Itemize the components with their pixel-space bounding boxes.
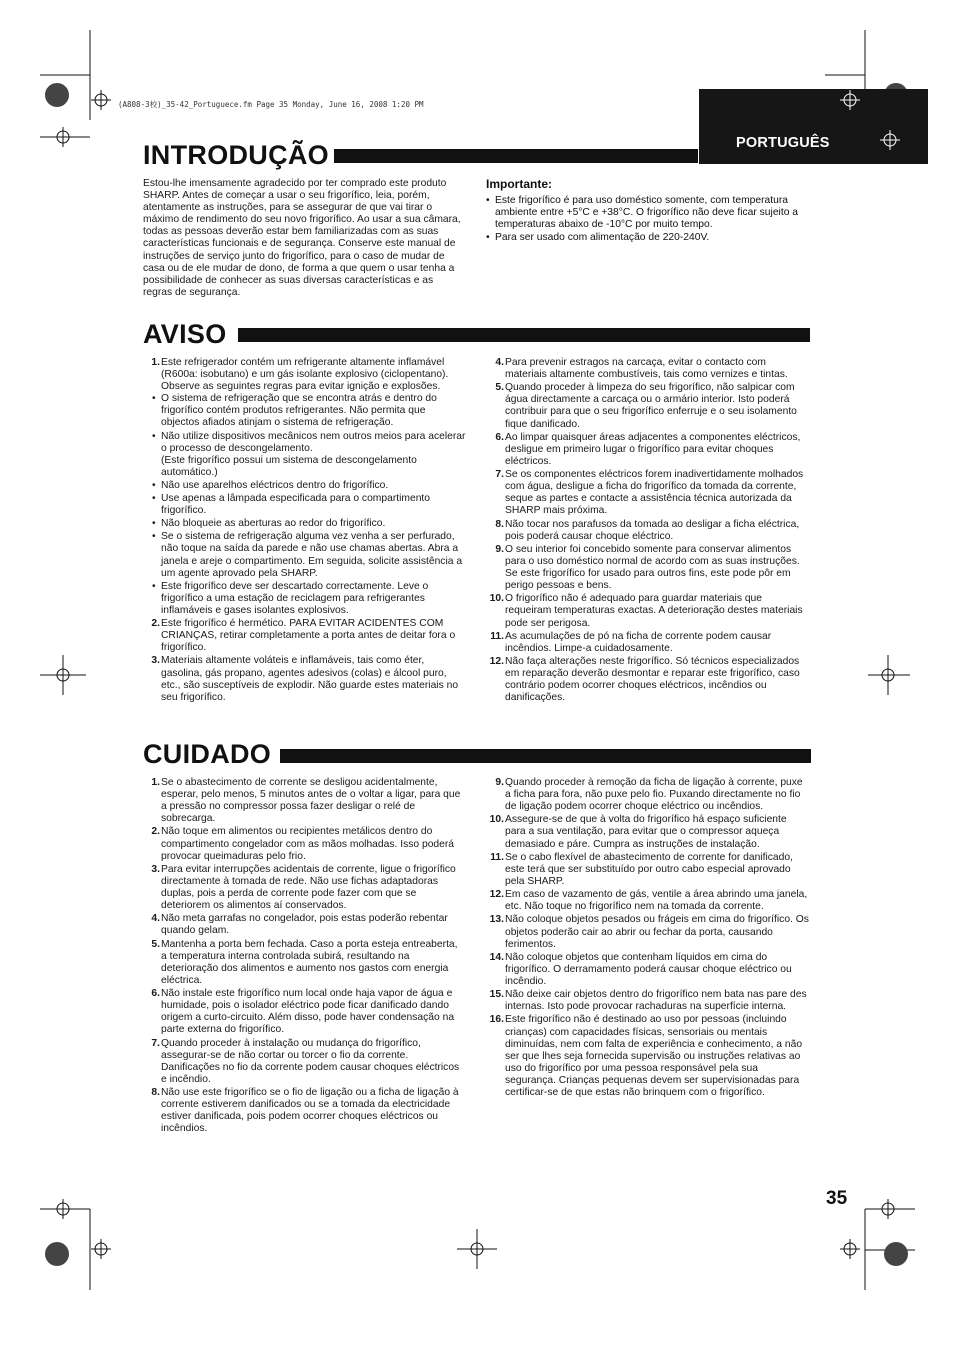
page-number: 35 — [826, 1188, 848, 1209]
intro-title: INTRODUÇÃO — [143, 140, 329, 170]
important-box — [486, 177, 810, 244]
cuidado-title: CUIDADO — [143, 739, 272, 769]
aviso-item-1: 1. Este refrigerador contém um refrigerante altamente inflamável (R600a: isobutano) e um gás isolante explosivo (ciclopentano). Observe as seguintes regras para evitar ignição e explosões. • O sistema de refrigeração que se encontra atrás e dentro do frigorífico contém produtos refrigerantes. Não permita que objectos afiados atinjam o sistema de refrigeração. • Não utilize dispositivos mecânicos nem outros meios para acelerar o processo de descongelamento. (Este frigorífico possui um sistema de descongelamento automático.) • Não use aparelhos eléctricos dentro do frigorífico. • Use apenas a lâmpada especificada para o compartimento frigorífico. • Não bloqueie as aberturas ao redor do frigorífico. • Se o sistema de refrigeração alguma vez venha a ser perfurado, não toque na saída da parede e não use chamas abertas. Abra a janela e areje o compartimento. Em seguida, solicite assistência a um agente aprovado pela SHARP. • Este frigorífico deve ser descartado correctamente. Leve o frigorífico a uma estação de reciclagem para refrigerantes inflamáveis e gases isolantes explosivos. — [148, 357, 466, 617]
cuidado-title-bar — [280, 749, 811, 763]
aviso-item-2: 2. Este frigorífico é hermético. PARA EVITAR ACIDENTES COM CRIANÇAS, retirar completamente a porta antes de deitar fora o frigorífico. — [151, 618, 456, 654]
cuidado-item-3: 3. Para evitar interrupções acidentais de corrente, ligue o frigorífico directamente à tomada de rede. Não use fichas adaptadoras duplas, pois a perda de corrente pode fazer com que se deteriorem os alimentos aí conservados. — [151, 863, 456, 912]
aviso-item-3: 3. Materiais altamente voláteis e inflamáveis, tais como éter, gasolina, gás propano, agentes adesivos (colas) e álcool puro, etc., são susceptíveis de explodir. Não guarde estes materiais no seu frigorífico. — [151, 655, 459, 703]
important-item: • Este frigorífico é para uso doméstico somente, com temperatura ambiente entre +5°C e +38°C. O frigorífico não deve ficar sujeito a temperaturas abaixo de -10°C por muito tempo. — [486, 195, 810, 231]
aviso-item-6: 6. Ao limpar quaisquer áreas adjacentes a componentes eléctricos, desligue em primeiro lugar o frigorífico para evitar choques eléctricos. — [495, 431, 801, 467]
aviso-sub-item: • Não use aparelhos eléctricos dentro do frigorífico. — [161, 480, 466, 492]
cuidado-item-2: 2. Não toque em alimentos ou recipientes metálicos dentro do compartimento congelador com as mãos molhadas. Isso poderá provocar queimaduras pelo frio. — [151, 826, 455, 862]
cuidado-item-14: 14. Não coloque objetos que contenham líquidos em cima do frigorífico. O derramamento poderá causar choque eléctrico ou incêndio. — [489, 951, 792, 987]
aviso-item-9: 9. O seu interior foi concebido somente para conservar alimentos para o uso doméstico normal de acordo com as suas instruções. Se este frigorífico for usado para outros fins, este pode pôr em perigo pessoas e bens. — [495, 543, 800, 592]
aviso-sub-item: • O sistema de refrigeração que se encontra atrás e dentro do frigorífico contém produtos refrigerantes. Não permita que objectos afiados atinjam o sistema de refrigeração. — [161, 393, 466, 429]
aviso-sub-item: • Não bloqueie as aberturas ao redor do frigorífico. — [161, 518, 466, 530]
cuidado-item-1: 1. Se o abastecimento de corrente se desligou acidentalmente, esperar, pelo menos, 5 minutos antes de o voltar a ligar, para que a pressão no compressor possa fazer desligar o relé de sobrecarga. — [151, 777, 461, 825]
aviso-sub-item: • Se o sistema de refrigeração alguma vez venha a ser perfurado, não toque na saída da parede e não use chamas abertas. Abra a janela e areje o compartimento. Em seguida, solicite assistência a um agente aprovado pela SHARP. — [161, 531, 466, 579]
cuidado-item-7: 7. Quando proceder à instalação ou mudança do frigorífico, assegurar-se de não cortar ou torcer o fio da corrente. Danificações no fio da corrente podem causar choques eléctricos e incêndio. — [151, 1037, 460, 1085]
defrost-note: (Este frigorífico possui um sistema de descongelamento automático.) — [161, 454, 417, 478]
cuidado-item-15: 15. Não deixe cair objetos dentro do frigorífico nem bata nas pare des internas. Isto pode provocar rachaduras na superfície interna. — [489, 989, 807, 1013]
aviso-item-11: 11. As acumulações de pó na ficha de corrente podem causar incêndios. Limpe-a cuidadosamente. — [490, 630, 772, 654]
language-label: PORTUGUÊS — [736, 135, 830, 151]
cuidado-item-9: 9. Quando proceder à remoção da ficha de ligação à corrente, puxe a ficha para fora, não puxe pelo fio. Puxando directamente no fio de ligação podem ocorrer choque eléctrico ou incêndios. — [495, 777, 803, 813]
cuidado-item-13: 13. Não coloque objetos pesados ou frágeis em cima do frigorífico. Os objetos poderão cair ao abrir ou fechar da porta, causando ferimentos. — [489, 914, 809, 950]
cuidado-item-8: 8. Não use este frigorífico se o fio de ligação ou a ficha de ligação à corrente estiverem danificados ou se a tomada da electricidade estiver danificada, pois podem ocorrer choques eléctricos ou incêndios. — [151, 1087, 459, 1135]
aviso-item-10: 10. O frigorífico não é adequado para guardar materiais que requeiram temperaturas exactas. A deterioração destes materiais pode ser perigosa. — [489, 593, 803, 629]
cuidado-item-12: 12. Em caso de vazamento de gás, ventile a área abrindo uma janela, etc. Não toque no frigorífico nem na tomada da corrente. — [489, 889, 808, 913]
aviso-title: AVISO — [143, 319, 227, 349]
intro-title-bar — [334, 149, 698, 163]
aviso-title-bar — [238, 328, 810, 342]
aviso-item-4: 4. Para prevenir estragos na carcaça, evitar o contacto com materiais altamente combustíveis, tais como vernizes e tintas. — [495, 357, 788, 381]
aviso-item-12: 12. Não faça alterações neste frigorífico. Só técnicos especializados em reparação deverão desmontar e reparar este frigorífico, caso contrário podem ocorrer choques eléctricos, incêndios ou danificações. — [489, 656, 800, 704]
cuidado-list-right — [489, 777, 810, 1100]
aviso-item-8: 8. Não tocar nos parafusos da tomada ao desligar a ficha eléctrica, pois poderá causar choque eléctrico. — [495, 518, 800, 542]
cuidado-item-5: 5. Mantenha a porta bem fechada. Caso a porta esteja entreaberta, a temperatura interna controlada subirá, resultando na deterioração dos alimentos e aumento nos gastos com energia eléctrica. — [151, 938, 458, 986]
important-heading: Importante: — [486, 177, 552, 191]
aviso-sub-item: • Este frigorífico deve ser descartado correctamente. Leve o frigorífico a uma estação de reciclagem para refrigerantes inflamáveis e gases isolantes explosivos. — [161, 581, 466, 617]
important-item: • Para ser usado com alimentação de 220-240V. — [486, 232, 810, 244]
aviso-list-left — [148, 357, 466, 705]
tab-registration-mark-top — [840, 90, 860, 110]
aviso-sub-item: • Não utilize dispositivos mecânicos nem outros meios para acelerar o processo de descongelamento. (Este frigorífico possui um sistema de descongelamento automático.) — [161, 431, 466, 479]
tab-registration-mark — [880, 130, 900, 150]
language-tab — [699, 89, 928, 164]
intro-paragraph: Estou-lhe imensamente agradecido por ter comprado este produto SHARP. Antes de começar a usar o seu frigorífico, leia, porém, atentamente as instruções, para se assegurar de que vai tirar o máximo de rendimento do seu novo frigorífico. Ao usar a sua câmara, todas as pessoas deverão estar bem familiarizadas com as suas características funcionais e de segurança. Conserve este manual de instruções de serviço junto do frigorífico, para o caso de mudar de casa ou de ele mudar de dono, de forma a que quem o usar tenha a possibilidade de conhecer as suas diversas características e as regras de segurança. — [143, 178, 461, 298]
cuidado-item-11: 11. Se o cabo flexível de abastecimento de corrente for danificado, este terá que ser substituído por outro cabo especial aprovado pela SHARP. — [490, 851, 793, 887]
aviso-item-7: 7. Se os componentes eléctricos forem inadivertidamente molhados com água, desligue a ficha do frigorífico da tomada da corrente, seque as partes e contacte a assistência técnica autorizada da SHARP mais próxima. — [495, 469, 804, 517]
cuidado-item-4: 4. Não meta garrafas no congelador, pois estas poderão rebentar quando gelam. — [151, 913, 448, 937]
cuidado-item-10: 10. Assegure-se de que à volta do frigorífico há espaço suficiente para a sua ventilação, para evitar que o compressor aqueça demasiado e páre. Cumpra as instruções de instalação. — [489, 814, 787, 850]
print-header-line: (A808-3校)_35-42_Portuguece.fm Page 35 Monday, June 16, 2008 1:20 PM — [118, 100, 424, 109]
cuidado-item-6: 6. Não instale este frigorífico num local onde haja vapor de água e humidade, pois o isolador eléctrico pode ficar danificado dando origem a curto-circuito. Além disso, pode haver condensação na parte externa do frigorífico. — [151, 988, 455, 1036]
aviso-list-right — [489, 357, 810, 705]
cuidado-list-left — [148, 777, 466, 1136]
aviso-sub-item: • Use apenas a lâmpada especificada para o compartimento frigorífico. — [161, 493, 466, 517]
aviso-item-5: 5. Quando proceder à limpeza do seu frigorífico, não salpicar com água directamente a carcaça ou o armário interior. Isto poderá contribuir para que o seu frigorífico enferruje e o seu isolamento fique danificado. — [495, 382, 797, 430]
cuidado-item-16: 16. Este frigorífico não é destinado ao uso por pessoas (incluindo crianças) com capacidades físicas, sensoriais ou mentais diminuídas, nem com falta de experiência e conhecimento, a não ser que lhes seja fornecida supervisão ou instruções relativas ao uso do frigorífico por uma pessoa responsável pela sua segurança. Crianças pequenas devem ser supervisionadas para certificar-se de que estas não brinquem com o frigorífico. — [489, 1014, 803, 1098]
